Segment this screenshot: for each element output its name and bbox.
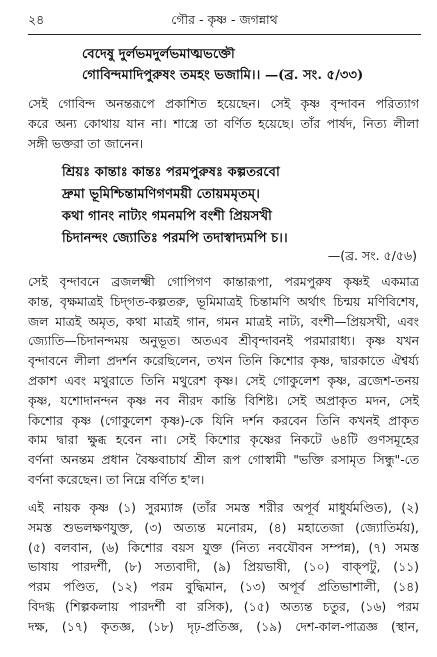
verse-line: শ্রিয়ঃ কান্তাঃ কান্তঃ পরমপুরুষঃ কল্পতরবো [62,165,280,180]
paragraph-1 [28,96,419,155]
text-line: কৃষ্ণ, যশোদানন্দন কৃষ্ণ নব নীরদ কান্তি বিশিষ্ট। সেই অপ্রাকৃত মদন, সেই [28,392,419,408]
text-line: বৃন্দাবনে লীলা প্রদর্শন করেছিলেন, তখন তিনি কিশোর কৃষ্ণ, দ্বারকাতে ঐশ্বর্য্য [28,353,419,369]
header-rule [28,34,421,35]
text-line: পরম পণ্ডিত, (১২) পরম বুদ্ধিমান, (১৩) অপূর্ব প্রতিভাশালী, (১৪) [28,579,419,595]
page-header [28,12,421,34]
text-line: বিদগ্ধ (শিল্পকলায় পারদর্শী বা রসিক), (১৫) অত্যন্ত চতুর, (১৬) পরম [28,598,419,614]
text-line: কান্ত, বৃক্ষমাত্রই চিদ্‌গত-কল্পতরু, ভূমিমাত্রই চিন্তামণি অর্থাৎ চিন্ময় মণিবিশেষ, [28,293,419,309]
verse-line: কথা গানং নাট্যং গমনমপি বংশী প্রিয়সখী [62,209,272,224]
text-line: জ্যোতি—চিদানন্দময় অনুভূত। অতএব শ্রীবৃন্দাবনই পরমারাধ্য। কৃষ্ণ যখন [28,333,419,349]
text-line: জল মাত্রই অমৃত, কথা মাত্রই গান, গমন মাত্রই নাট্য, বংশী—প্রিয়সখী, এবং [28,313,419,329]
verse-line: চিদানন্দং জ্যোতিঃ পরমপি তদাস্বাদ্যমপি চ।। [62,231,288,246]
text-line: সমস্ত শুভলক্ষণযুক্ত, (৩) অত্যন্ত মনোরম, (৪) মহাতেজা (জ্যোতির্ময়), [28,519,419,535]
text-line: (৫) বলবান, (৬) কিশোর বয়স যুক্ত (নিত্য নবযৌবন সম্পন্ন), (৭) সমস্ত [28,539,419,555]
text-line: বর্ণনা করেছেন। তা নিম্নে বর্ণিত হ'ল। [28,471,205,487]
verse-line: বেদেষু দুর্লভমদুর্লভমাত্মভক্তৌ [82,47,235,62]
text-line: সেই গোবিন্দ অনন্তরূপে প্রকাশিত হয়েছেন। সেই কৃষ্ণ বৃন্দাবন পরিত্যাগ [28,96,419,111]
text-line: সঙ্গী ভক্তরা তা জানেন। [28,135,144,151]
text-line: বর্ণনা অনন্তম প্রধান বৈষ্ণবাচার্য শ্রীল রূপ গোস্বামী "ভক্তি রসামৃত সিন্ধু"-তে [28,452,419,468]
paragraph-2 [28,274,419,492]
text-line: ভাষায় পারদর্শী, (৮) সত্যবাদী, (৯) প্রিয়ভাষী, (১০) বাক্‌পটু, (১১) [28,559,419,575]
verse-reference: —(ব্র. সং. ৫/৫৬) [327,248,417,263]
page-number: ২৪ [28,12,45,27]
running-title: গৌর - কৃষ্ণ - জগন্নাথ [171,12,278,27]
text-line: করে অন্য কোথায় যান না। শাস্ত্রে তা বর্ণিত হয়েছে। তাঁর পার্ষদ, নিত্য লীলা [28,115,419,131]
text-line: কাম দ্বারা ক্ষুব্ধ হবেন না। সেই কিশোর কৃষ্ণের নিকটে ৬৪টি গুণসমূহের [28,432,419,448]
text-line: প্রকাশ এবং মথুরাতে তিনি মথুরেশ কৃষ্ণ। সেই গোকুলেশ কৃষ্ণ, ব্রজেশ-তনয় [28,372,419,388]
text-line: এই নায়ক কৃষ্ণ (১) সুরম্যাঙ্গ (তাঁর সমস্ত শরীর অপূর্ব মাধুর্যমণ্ডিত), (২) [28,500,419,515]
paragraph-3 [28,500,419,639]
text-line: সেই বৃন্দাবনে ব্রজলক্ষ্মী গোপিগণ কান্তারূপা, পরমপুরুষ কৃষ্ণই একমাত্র [28,274,419,289]
text-line: কিশোর কৃষ্ণ (গোকুলেশ কৃষ্ণ)-কে যিনি দর্শন করবেন তিনি কখনই প্রাকৃত [28,412,419,428]
verse-line: দ্রুমা ভূমিশ্চিন্তামণিগণময়ী তোয়মমৃতম্। [62,187,260,202]
verse-line: গোবিন্দমাদিপুরুষং তমহং ভজামি।। —(ব্র. সং. ৫/৩৩) [82,68,364,83]
text-line: দক্ষ, (১৭) কৃতজ্ঞ, (১৮) দৃঢ়-প্রতিজ্ঞ, (১৯) দেশ-কাল-পাত্রজ্ঞ (স্থান, [28,618,419,634]
